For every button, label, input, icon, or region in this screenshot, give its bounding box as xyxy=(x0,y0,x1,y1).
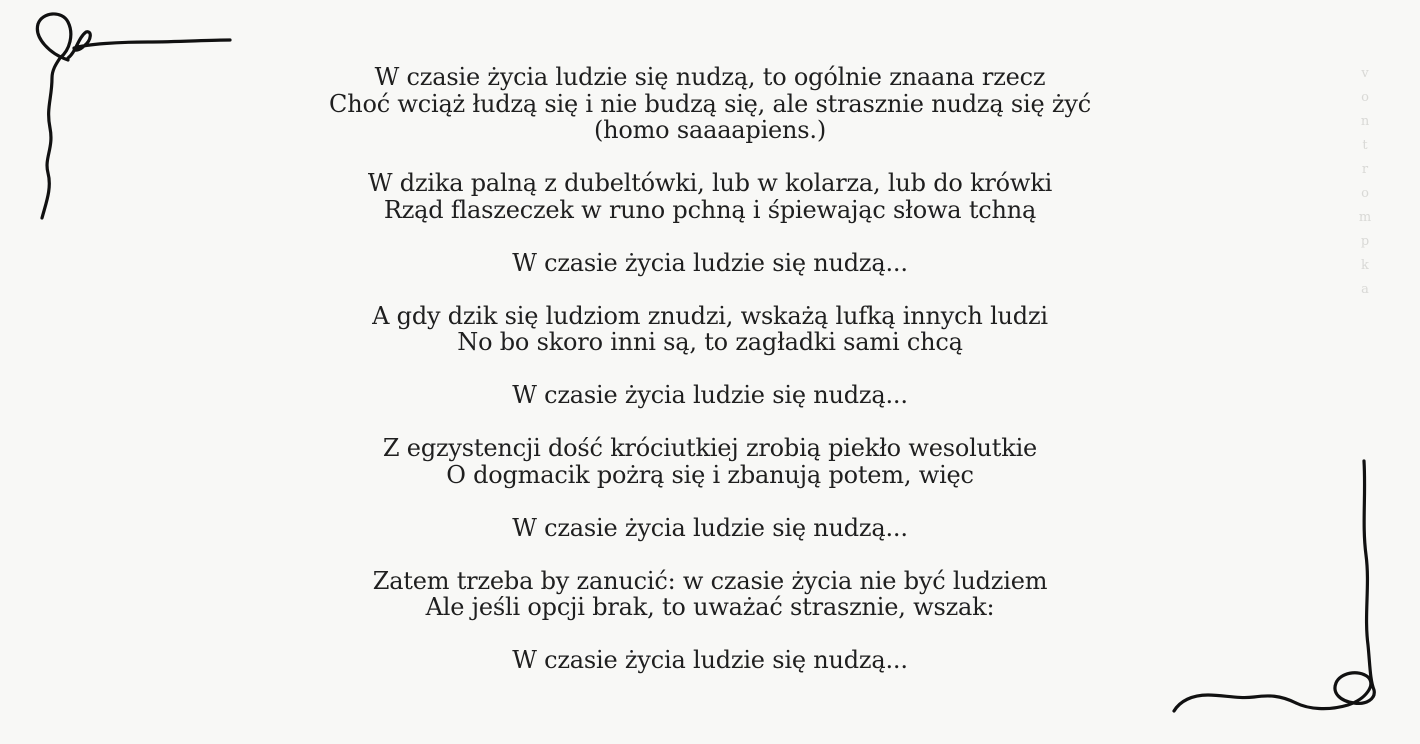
stanza xyxy=(280,170,1140,223)
side-text-letter: a xyxy=(1361,282,1369,297)
poem-line: Zatem trzeba by zanucić: w czasie życia nie być ludziem xyxy=(372,566,1048,595)
stanza xyxy=(280,435,1140,488)
side-text-letter: m xyxy=(1358,210,1372,225)
vertical-side-text xyxy=(1358,66,1372,297)
stanza xyxy=(280,568,1140,621)
corner-ornament-bottom-right-icon xyxy=(1168,455,1383,720)
poem-line: No bo skoro inni są, to zagładki sami chcą xyxy=(457,328,963,356)
stanza xyxy=(280,250,1140,277)
side-text-letter: k xyxy=(1361,258,1369,273)
poem xyxy=(280,64,1140,700)
poem-line: (homo saaaapiens.) xyxy=(593,116,827,144)
stanza xyxy=(280,647,1140,674)
poem-line: W czasie życia ludzie się nudzą... xyxy=(512,381,908,409)
side-text-letter: p xyxy=(1360,234,1370,249)
stanza xyxy=(280,64,1140,144)
side-text-letter: v xyxy=(1361,66,1369,81)
poem-line: Z egzystencji dość króciutkiej zrobią piekło wesolutkie xyxy=(382,434,1038,462)
stanza xyxy=(280,303,1140,356)
stanza xyxy=(280,515,1140,542)
poem-line: O dogmacik pożrą się i zbanują potem, więc xyxy=(446,460,974,489)
poem-line: W czasie życia ludzie się nudzą... xyxy=(512,513,908,542)
poem-line: W czasie życia ludzie się nudzą... xyxy=(512,646,908,674)
poem-line: Choć wciąż łudzą się i nie budzą się, ale strasznie nudzą się żyć xyxy=(329,89,1091,118)
stanza xyxy=(280,382,1140,409)
side-text-letter: o xyxy=(1361,186,1369,201)
side-text-letter: t xyxy=(1362,138,1368,153)
poem-line: Rząd flaszeczek w runo pchną i śpiewając słowa tchną xyxy=(383,195,1037,224)
poem-line: W dzika palną z dubeltówki, lub w kolarza, lub do krówki xyxy=(367,169,1053,197)
side-text-letter: r xyxy=(1361,162,1369,177)
poem-line: W czasie życia ludzie się nudzą, to ogólnie znaana rzecz xyxy=(374,63,1046,91)
side-text-letter: o xyxy=(1361,90,1369,105)
side-text-letter: n xyxy=(1360,114,1370,129)
poem-line: Ale jeśli opcji brak, to uważać strasznie, wszak: xyxy=(425,593,995,621)
corner-ornament-top-left-icon xyxy=(28,8,238,223)
poem-line: A gdy dzik się ludziom znudzi, wskażą lufką innych ludzi xyxy=(372,301,1048,330)
poem-line: W czasie życia ludzie się nudzą... xyxy=(512,248,908,277)
